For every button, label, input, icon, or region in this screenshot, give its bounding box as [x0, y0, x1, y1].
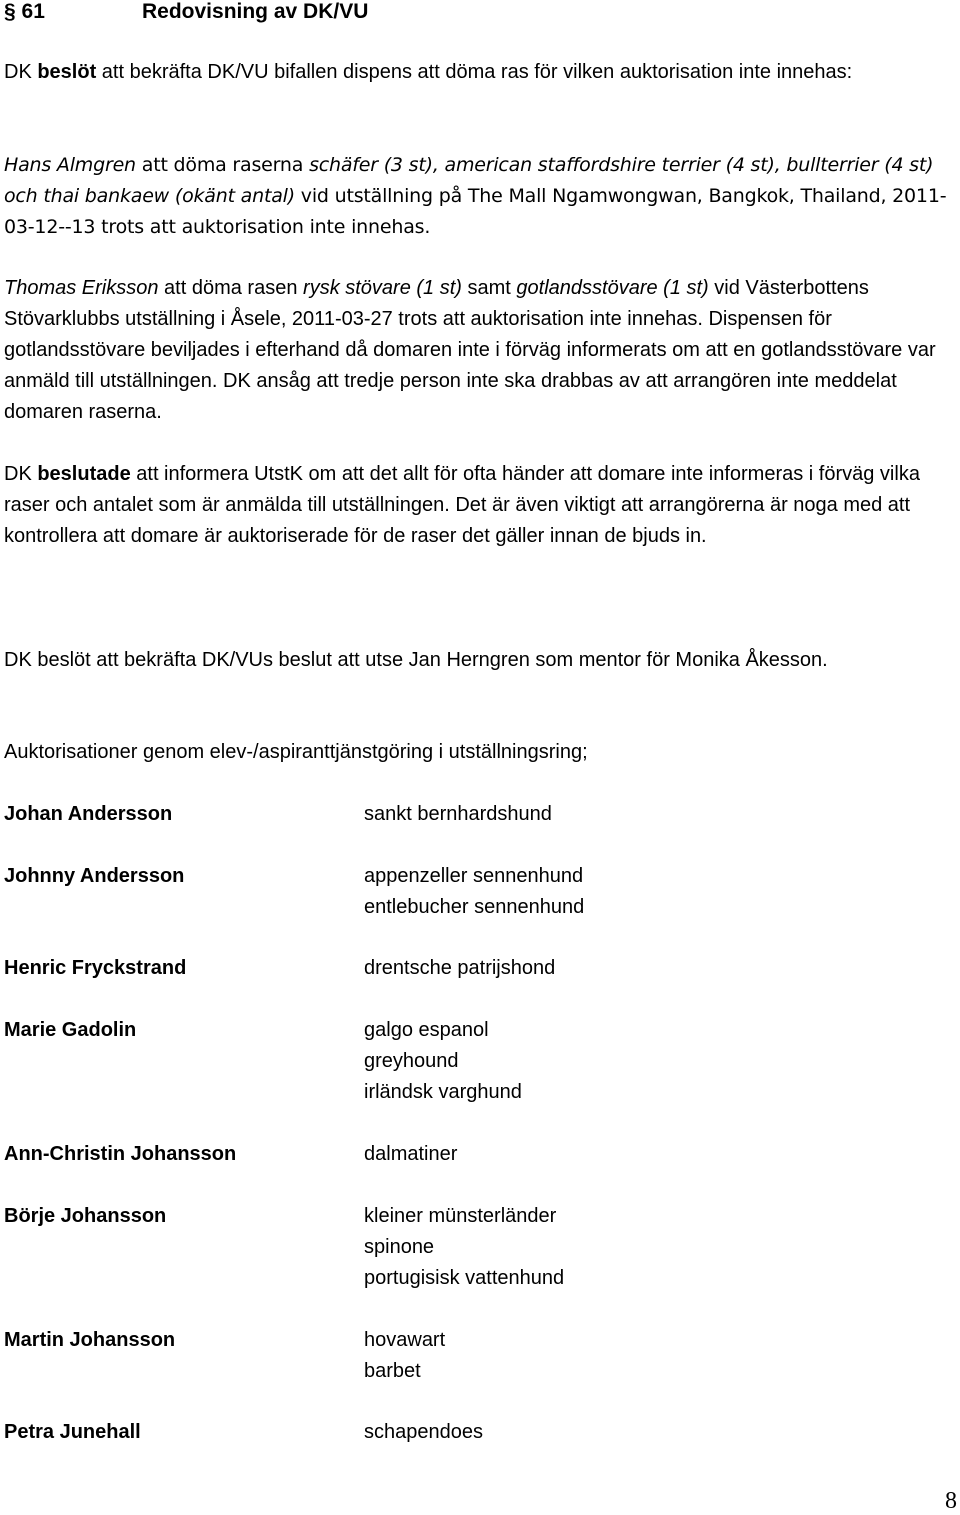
- breed-name: dalmatiner: [364, 1143, 458, 1165]
- decision-keyword: beslutade: [37, 463, 131, 485]
- judge-name: Thomas Eriksson: [4, 277, 159, 299]
- breed-name: irländsk varghund: [364, 1081, 522, 1103]
- breed-list: [364, 1015, 522, 1108]
- paragraph-hans-almgren: [4, 150, 954, 243]
- section-heading: [4, 0, 368, 26]
- breed-name: portugisisk vattenhund: [364, 1267, 565, 1289]
- paragraph-mentor: DK beslöt att bekräfta DK/VUs beslut att utse Jan Herngren som mentor för Monika Åkesson.: [4, 649, 828, 671]
- judge-name: Johan Andersson: [4, 803, 173, 825]
- paragraph-text: att bekräfta DK/VU bifallen dispens att döma ras för vilken auktorisation inte innehas:: [96, 61, 853, 83]
- breed-list: [364, 1417, 483, 1448]
- breed-name: kleiner münsterländer: [364, 1205, 557, 1227]
- judge-name: Hans Almgren: [4, 154, 136, 176]
- paragraph-text: vid utställning på The Mall Ngamwongwan, Bangkok, Thailand, 2011-03-12--13 trots att auktorisation inte innehas.: [4, 185, 947, 238]
- authorizations-intro: Auktorisationer genom elev-/aspiranttjänstgöring i utställningsring;: [4, 741, 588, 763]
- breed-name: gotlandsstövare (1 st): [516, 277, 709, 299]
- paragraph-text: att informera UtstK om att det allt för ofta händer att domare inte informeras i förväg vilka raser och antalet som är anmälda till utställningen. Det är även viktigt att arrangörerna är noga med att kontrollera att domare är auktoriserade för de raser det gäller innan de bjuds in.: [4, 463, 920, 547]
- judge-name: Petra Junehall: [4, 1421, 141, 1443]
- section-title: Redovisning av DK/VU: [142, 0, 369, 23]
- breed-list: [364, 861, 584, 923]
- paragraph-text: att döma rasen: [158, 277, 304, 299]
- breed-list: schäfer (3 st), american staffordshire terrier (4 st), bullterrier (4 st) och thai bankaew (okänt antal): [4, 154, 934, 207]
- judge-name: Marie Gadolin: [4, 1019, 137, 1041]
- breed-name: schapendoes: [364, 1421, 483, 1443]
- breed-list: [364, 1325, 445, 1387]
- breed-name: entlebucher sennenhund: [364, 896, 585, 918]
- breed-name: sankt bernhardshund: [364, 803, 552, 825]
- judge-name: Johnny Andersson: [4, 865, 185, 887]
- breed-name: galgo espanol: [364, 1019, 489, 1041]
- section-number: § 61: [4, 0, 45, 23]
- breed-name: spinone: [364, 1236, 435, 1258]
- breed-name: appenzeller sennenhund: [364, 865, 584, 887]
- page-number: 8: [945, 1488, 957, 1514]
- paragraph-thomas-eriksson: [4, 273, 954, 428]
- breed-list: [364, 1139, 457, 1170]
- breed-name: hovawart: [364, 1329, 446, 1351]
- breed-name: drentsche patrijshond: [364, 957, 556, 979]
- paragraph-text: DK: [4, 463, 38, 485]
- paragraph-text: DK: [4, 61, 38, 83]
- decision-keyword: beslöt: [37, 61, 97, 83]
- paragraph-text: vid Västerbottens Stövarklubbs utställning i Åsele, 2011-03-27 trots att auktorisation inte innehas. Dispensen för gotlandsstövare beviljades i efterhand då domaren inte i förväg informerats om att en gotlandsstövare var anmäld till utställningen. DK ansåg att tredje person inte ska drabbas av att arrangören inte meddelat domaren raserna.: [4, 277, 936, 423]
- breed-list: [364, 1201, 564, 1294]
- judge-name: Martin Johansson: [4, 1329, 176, 1351]
- paragraph-text: att döma raserna: [135, 154, 310, 176]
- paragraph-dk-decision: [4, 57, 954, 88]
- breed-name: barbet: [364, 1360, 421, 1382]
- judge-name: Henric Fryckstrand: [4, 957, 187, 979]
- paragraph-text: samt: [461, 277, 517, 299]
- judge-name: Börje Johansson: [4, 1205, 167, 1227]
- breed-list: [364, 953, 555, 984]
- paragraph-dk-inform: [4, 459, 954, 552]
- breed-name: greyhound: [364, 1050, 459, 1072]
- breed-name: rysk stövare (1 st): [303, 277, 462, 299]
- judge-name: Ann-Christin Johansson: [4, 1143, 237, 1165]
- breed-list: [364, 799, 552, 830]
